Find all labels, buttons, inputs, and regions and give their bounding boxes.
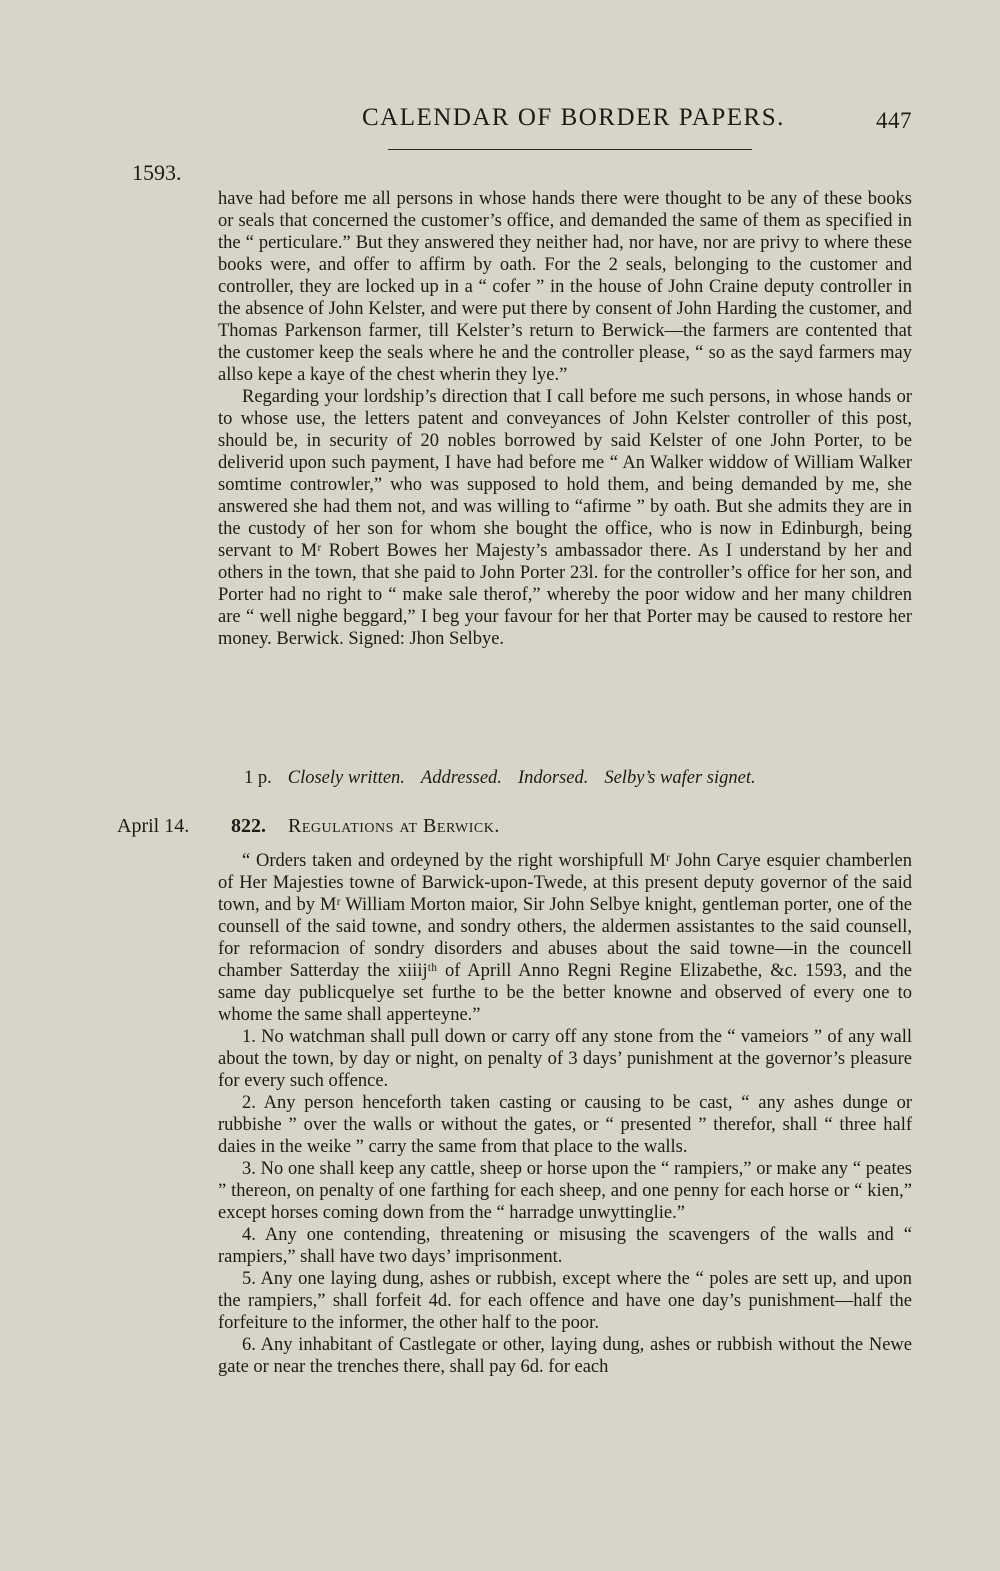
letter-paragraph: have had before me all persons in whose hands there were thought to be any of these books or seals that concerned the customer’s office, and demanded the same of them as specified in the “ perticulare.” But they answered they neither had, nor have, nor are privy to where these books were, and offer to affirm by oath. For the 2 seals, belonging to the customer and controller, they are locked up in a “ cofer ” in the house of John Craine deputy controller in the absence of John Kelster, and were put there by consent of John Harding the customer, and Thomas Parkenson farmer, till Kelster’s return to Berwick—the farmers are contented that the customer keep the seals where he and the controller please, “ so as the sayd farmers may allso kepe a kaye of the chest wherin they lye.” xyxy=(218,189,912,385)
entry-date: April 14. xyxy=(117,815,190,837)
note-addressed: Addressed. xyxy=(420,768,502,788)
running-title: CALENDAR OF BORDER PAPERS. xyxy=(362,104,785,131)
regulation-item: 3. No one shall keep any cattle, sheep or horse upon the “ rampiers,” or make any “ peates ” thereon, on penalty of one farthing for each sheep, and one penny for each horse or “ kien,” except horses coming down from the “ harradge unwyttinglie.” xyxy=(218,1159,912,1223)
note-written: Closely written. xyxy=(287,768,405,788)
document-note xyxy=(244,767,924,789)
running-head xyxy=(0,104,1000,144)
page-number: 447 xyxy=(876,108,912,133)
letter-paragraph: Regarding your lordship’s direction that I call before me such persons, in whose hands or to whose use, the letters patent and conveyances of John Kelster controller of this post, should be, in security of 20 nobles borrowed by said Kelster of one John Porter, to be deliverid upon such payment, I have had before me “ An Walker widdow of William Walker somtime controwler,” who was supposed to hold them, and being demanded by me, she answered she had them not, and was willing to “afirme ” by oath. But she admits they are in the custody of her son for whom she bought the office, who is now in Edinburgh, being servant to Mʳ Robert Bowes her Majesty’s ambassador there. As I understand by her and others in the town, that she paid to John Porter 23l. for the controller’s office for her son, and Porter had no right to “ make sale therof,” whereby the poor widow and her many children are “ well nighe beggard,” I beg your favour for her that Porter may be caused to restore her money. Berwick. Signed: Jhon Selbye. xyxy=(218,387,912,649)
regulation-item: 1. No watchman shall pull down or carry off any stone from the “ vameiors ” of any wall about the town, by day or night, on penalty of 3 days’ punishment at the governor’s pleasure for every such offence. xyxy=(218,1027,912,1091)
header-rule xyxy=(388,149,752,150)
entry-number: 822. xyxy=(231,815,266,837)
regulations-text xyxy=(218,850,912,1378)
note-size: 1 p. xyxy=(244,768,272,788)
note-indorsed: Indorsed. xyxy=(517,768,589,788)
regulation-item: 6. Any inhabitant of Castlegate or other, laying dung, ashes or rubbish without the Newe gate or near the trenches there, shall pay 6d. for each xyxy=(218,1335,912,1377)
year-marginal: 1593. xyxy=(132,160,182,185)
letter-text xyxy=(218,188,912,650)
regulation-item: 4. Any one contending, threatening or misusing the scavengers of the walls and “ rampiers,” shall have two days’ imprisonment. xyxy=(218,1225,912,1267)
entry-title: Regulations at Berwick. xyxy=(288,815,500,837)
entry-heading xyxy=(0,815,1000,845)
regulation-item: 5. Any one laying dung, ashes or rubbish, except where the “ poles are sett up, and upon the rampiers,” shall forfeit 4d. for each offence and have one day’s punishment—half the forfeiture to the informer, the other half to the poor. xyxy=(218,1269,912,1333)
regulations-preamble: “ Orders taken and ordeyned by the right worshipfull Mʳ John Carye esquier chamberlen of Her Majesties towne of Barwick-upon-Twede, at this present deputy governor of the said town, and by Mʳ William Morton maior, Sir John Selbye knight, gentleman porter, one of the counsell of the said towne, and sondry others, the aldermen assistantes to the said counsell, for reformacion of sondry disorders and abuses about the said towne—in the councell chamber Satterday the xiiijᵗʰ of Aprill Anno Regni Regine Elizabethe, &c. 1593, and the same day publicquelye set furthe to be the better knowne and observed of every one to whome the same shall apperteyne.” xyxy=(218,851,912,1025)
note-seal: Selby’s wafer signet. xyxy=(604,768,756,788)
regulation-item: 2. Any person henceforth taken casting or causing to be cast, “ any ashes dunge or rubbishe ” over the walls or without the gates, or “ presented ” therefor, shall “ three half daies in the weike ” carry the same from that place to the walls. xyxy=(218,1093,912,1157)
